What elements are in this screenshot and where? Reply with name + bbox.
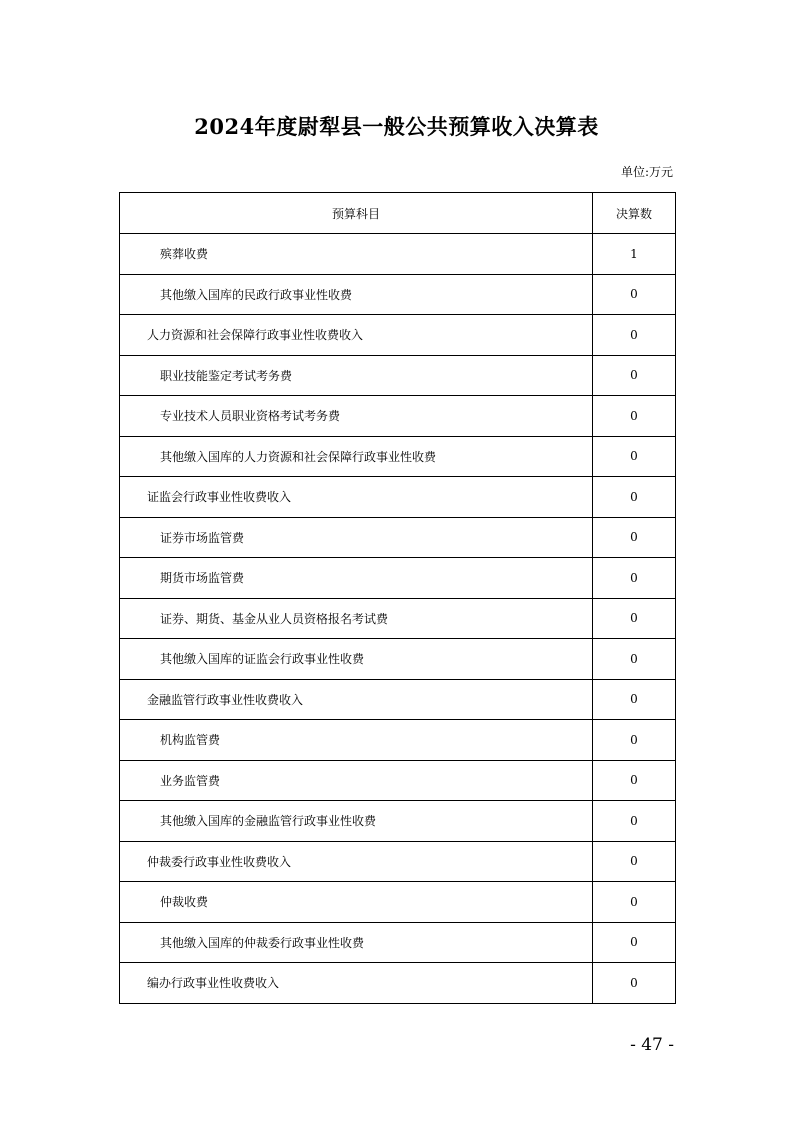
unit-label: 单位:万元 bbox=[620, 165, 673, 179]
table-row bbox=[120, 841, 676, 882]
table-row bbox=[120, 274, 676, 315]
row-subject: 其他缴入国库的仲裁委行政事业性收费 bbox=[120, 922, 593, 963]
row-amount: 0 bbox=[593, 720, 676, 761]
table-row bbox=[120, 963, 676, 1004]
header-final-amount: 决算数 bbox=[593, 193, 676, 234]
row-subject: 仲裁收费 bbox=[120, 882, 593, 923]
row-amount: 0 bbox=[593, 639, 676, 680]
table-row bbox=[120, 679, 676, 720]
table-row bbox=[120, 558, 676, 599]
row-amount: 0 bbox=[593, 558, 676, 599]
row-amount: 0 bbox=[593, 274, 676, 315]
header-subject: 预算科目 bbox=[120, 193, 593, 234]
table-row bbox=[120, 720, 676, 761]
table-row bbox=[120, 315, 676, 356]
row-subject: 人力资源和社会保障行政事业性收费收入 bbox=[120, 315, 593, 356]
row-subject: 期货市场监管费 bbox=[120, 558, 593, 599]
row-subject: 其他缴入国库的民政行政事业性收费 bbox=[120, 274, 593, 315]
row-subject: 编办行政事业性收费收入 bbox=[120, 963, 593, 1004]
table-row bbox=[120, 517, 676, 558]
row-subject: 证监会行政事业性收费收入 bbox=[120, 477, 593, 518]
row-amount: 1 bbox=[593, 234, 676, 275]
row-subject: 其他缴入国库的金融监管行政事业性收费 bbox=[120, 801, 593, 842]
page-number: - 47 - bbox=[630, 1035, 674, 1055]
row-subject: 其他缴入国库的人力资源和社会保障行政事业性收费 bbox=[120, 436, 593, 477]
row-amount: 0 bbox=[593, 841, 676, 882]
page-title: 2024年度尉犁县一般公共预算收入决算表 bbox=[194, 114, 599, 139]
row-amount: 0 bbox=[593, 315, 676, 356]
row-amount: 0 bbox=[593, 679, 676, 720]
row-amount: 0 bbox=[593, 355, 676, 396]
row-amount: 0 bbox=[593, 963, 676, 1004]
table-row bbox=[120, 477, 676, 518]
row-amount: 0 bbox=[593, 882, 676, 923]
table-row bbox=[120, 801, 676, 842]
row-amount: 0 bbox=[593, 477, 676, 518]
row-subject: 证券、期货、基金从业人员资格报名考试费 bbox=[120, 598, 593, 639]
table-row bbox=[120, 760, 676, 801]
table-row bbox=[120, 436, 676, 477]
row-subject: 专业技术人员职业资格考试考务费 bbox=[120, 396, 593, 437]
row-amount: 0 bbox=[593, 598, 676, 639]
row-amount: 0 bbox=[593, 801, 676, 842]
row-subject: 殡葬收费 bbox=[120, 234, 593, 275]
row-amount: 0 bbox=[593, 396, 676, 437]
table-row bbox=[120, 355, 676, 396]
row-amount: 0 bbox=[593, 517, 676, 558]
row-subject: 金融监管行政事业性收费收入 bbox=[120, 679, 593, 720]
row-subject: 证券市场监管费 bbox=[120, 517, 593, 558]
table-row bbox=[120, 922, 676, 963]
row-subject: 业务监管费 bbox=[120, 760, 593, 801]
row-subject: 其他缴入国库的证监会行政事业性收费 bbox=[120, 639, 593, 680]
table-header-row bbox=[120, 193, 676, 234]
table-row bbox=[120, 882, 676, 923]
row-amount: 0 bbox=[593, 436, 676, 477]
table-row bbox=[120, 639, 676, 680]
table-row bbox=[120, 396, 676, 437]
table-row bbox=[120, 234, 676, 275]
row-amount: 0 bbox=[593, 760, 676, 801]
row-subject: 仲裁委行政事业性收费收入 bbox=[120, 841, 593, 882]
row-amount: 0 bbox=[593, 922, 676, 963]
table-row bbox=[120, 598, 676, 639]
budget-table bbox=[119, 192, 676, 1004]
row-subject: 职业技能鉴定考试考务费 bbox=[120, 355, 593, 396]
row-subject: 机构监管费 bbox=[120, 720, 593, 761]
